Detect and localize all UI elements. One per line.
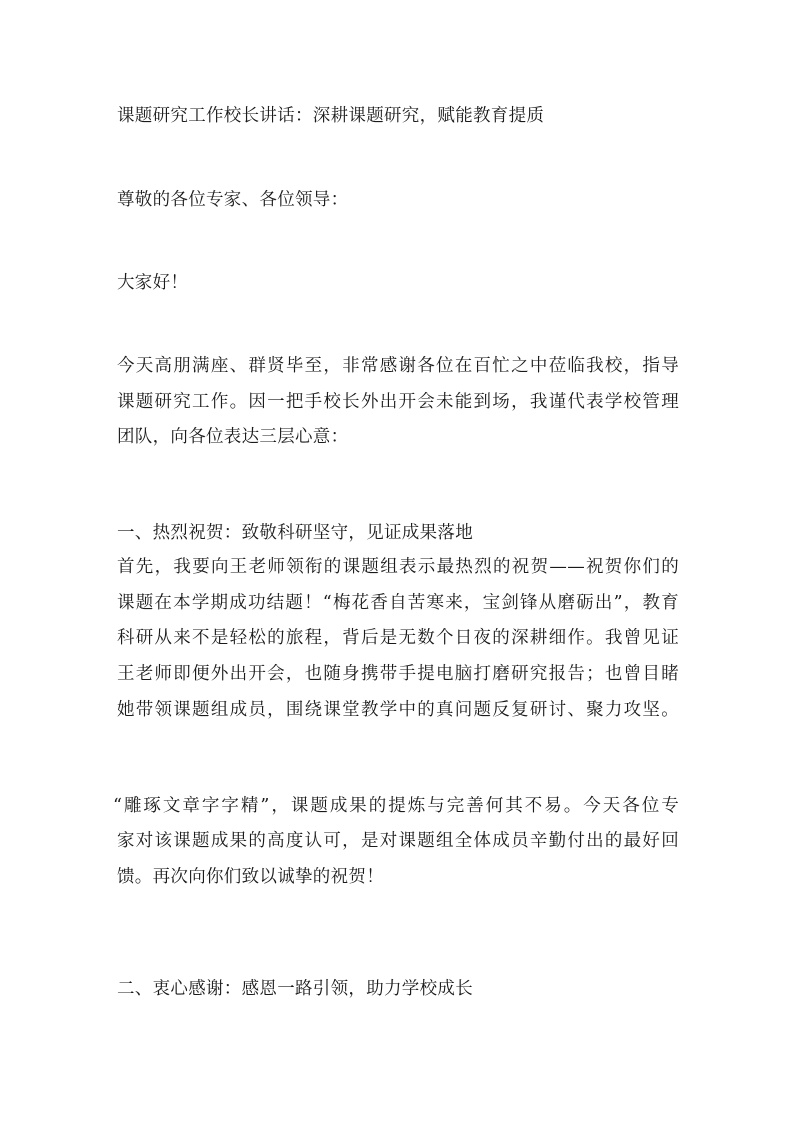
paragraph-line: 科研从来不是轻松的旅程，背后是无数个日夜的深耕细作。我曾见证 bbox=[117, 628, 679, 648]
paragraph-line: 她带领课题组成员，围绕课堂教学中的真问题反复研讨、聚力攻坚。 bbox=[117, 700, 679, 720]
intro-line: 团队，向各位表达三层心意： bbox=[117, 427, 349, 447]
paragraph-line: 王老师即便外出开会，也随身携带手提电脑打磨研究报告；也曾目睹 bbox=[117, 664, 679, 684]
section-2-heading: 二、衷心感谢：感恩一路引领，助力学校成长 bbox=[117, 979, 473, 999]
paragraph-line: 家对该课题成果的高度认可，是对课题组全体成员辛勤付出的最好回 bbox=[117, 831, 679, 851]
document-title: 课题研究工作校长讲话：深耕课题研究，赋能教育提质 bbox=[117, 106, 545, 126]
section-1-heading: 一、热烈祝贺：致敬科研坚守，见证成果落地 bbox=[117, 523, 473, 543]
paragraph-line: “雕琢文章字字精”，课题成果的提炼与完善何其不易。今天各位专 bbox=[113, 796, 679, 816]
paragraph-line: 课题在本学期成功结题！“梅花香自苦寒来，宝剑锋从磨砺出”，教育 bbox=[117, 593, 679, 613]
intro-line: 今天高朋满座、群贤毕至，非常感谢各位在百忙之中莅临我校，指导 bbox=[117, 356, 679, 376]
salutation: 尊敬的各位专家、各位领导： bbox=[117, 190, 349, 210]
intro-line: 课题研究工作。因一把手校长外出开会未能到场，我谨代表学校管理 bbox=[117, 392, 679, 412]
paragraph-line: 首先，我要向王老师领衔的课题组表示最热烈的祝贺——祝贺你们的 bbox=[117, 557, 679, 577]
greeting: 大家好！ bbox=[117, 273, 189, 293]
paragraph-line: 馈。再次向你们致以诚挚的祝贺！ bbox=[117, 867, 384, 887]
